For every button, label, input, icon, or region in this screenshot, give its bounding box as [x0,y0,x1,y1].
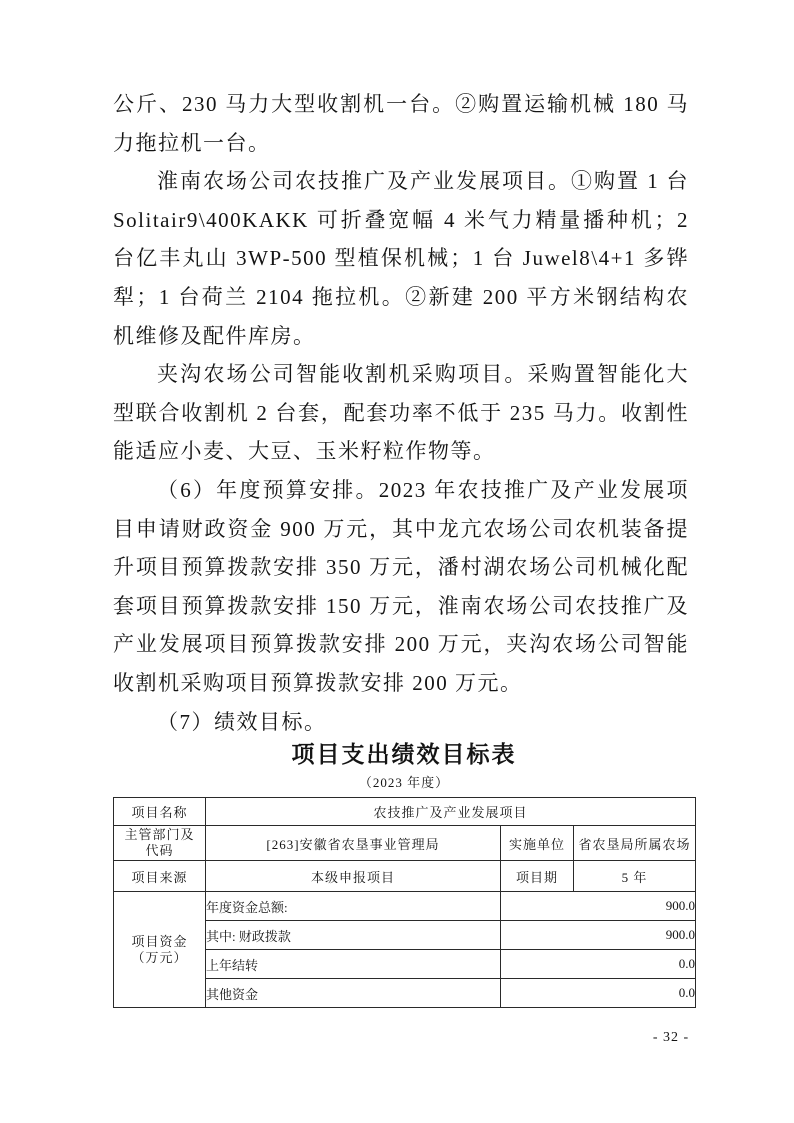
department-label [114,826,206,861]
performance-table-block [113,739,695,1008]
funds-other-value: 0.0 [501,979,696,1008]
funds-total-value: 900.0 [501,892,696,921]
body-paragraph: 夹沟农场公司智能收割机采购项目。采购置智能化大型联合收割机 2 台套，配套功率不低于 235 马力。收割性能适应小麦、大豆、玉米籽粒作物等。 [113,362,689,464]
table-row [114,892,696,921]
project-funds-label-line1: 项目资金 [131,933,188,949]
table-row [114,798,696,826]
project-name-value: 农技推广及产业发展项目 [206,798,696,826]
project-funds-label [114,892,206,1008]
implementing-unit-label: 实施单位 [501,826,574,861]
funds-other-label: 其他资金 [206,979,501,1008]
performance-target-table [113,797,696,1008]
funds-fiscal-label: 其中: 财政拨款 [206,921,501,950]
table-title: 项目支出绩效目标表 [291,741,517,767]
funds-fiscal-value: 900.0 [501,921,696,950]
body-paragraph: （6）年度预算安排。2023 年农技推广及产业发展项目申请财政资金 900 万元，其中龙亢农场公司农机装备提升项目预算拨款安排 350 万元，潘村湖农场公司机械化配套项目预算拨款安排 150 万元，淮南农场公司农技推广及产业发展项目预算拨款安排 200 万元，夹沟农场公司智能收割机采购项目预算拨款安排 200 万元。 [113,477,689,695]
table-subtitle: （2023 年度） [358,775,450,790]
body-paragraph: 淮南农场公司农技推广及产业发展项目。①购置 1 台 Solitair9\400KAKK 可折叠宽幅 4 米气力精量播种机；2 台亿丰丸山 3WP-500 型植保机械；1 台 Juwel8\4+1 多铧犁；1 台荷兰 2104 拖拉机。②新建 200 平方米钢结构农机维修及配件库房。 [113,169,689,348]
project-source-value: 本级申报项目 [206,861,501,892]
implementing-unit-value: 省农垦局所属农场 [574,826,696,861]
department-label-line2: 代码 [145,843,174,858]
funds-carryover-value: 0.0 [501,950,696,979]
department-value: [263]安徽省农垦事业管理局 [206,826,501,861]
body-paragraph: （7）绩效目标。 [157,709,327,734]
table-row [114,826,696,861]
project-source-label: 项目来源 [114,861,206,892]
project-funds-label-line2: （万元） [131,949,188,965]
funds-carryover-label: 上年结转 [206,950,501,979]
project-name-label: 项目名称 [114,798,206,826]
body-text-block [113,85,689,741]
project-period-label: 项目期 [501,861,574,892]
funds-total-label: 年度资金总额: [206,892,501,921]
department-label-line1: 主管部门及 [124,827,195,842]
project-period-value: 5 年 [574,861,696,892]
table-row [114,861,696,892]
body-paragraph: 公斤、230 马力大型收割机一台。②购置运输机械 180 马力拖拉机一台。 [113,92,689,155]
page-number: - 32 - [652,1030,690,1045]
